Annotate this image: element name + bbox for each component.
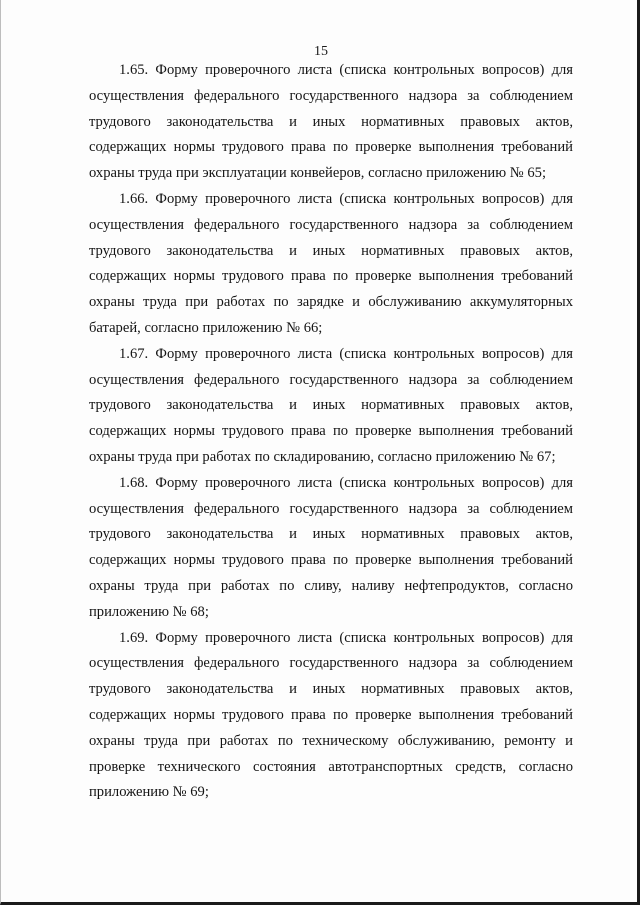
paragraph-1-66: 1.66. Форму проверочного листа (списка контрольных вопросов) для осуществления федерального государственного надзора за соблюдением трудового законодательства и иных нормативных правовых актов, содержащих нормы трудового права по проверке выполнения требований охраны труда при работах по зарядке и обслуживанию аккумуляторных батарей, согласно приложению № 66; (89, 190, 573, 336)
page-number: 15 (314, 44, 328, 59)
document-body (89, 58, 573, 806)
paragraph-1-65: 1.65. Форму проверочного листа (списка контрольных вопросов) для осуществления федерального государственного надзора за соблюдением трудового законодательства и иных нормативных правовых актов, содержащих нормы трудового права по проверке выполнения требований охраны труда при эксплуатации конвейеров, согласно приложению № 65; (89, 62, 573, 182)
paragraph-1-69: 1.69. Форму проверочного листа (списка контрольных вопросов) для осуществления федерального государственного надзора за соблюдением трудового законодательства и иных нормативных правовых актов, содержащих нормы трудового права по проверке выполнения требований охраны труда при работах по техническому обслуживанию, ремонту и проверке технического состояния автотранспортных средств, согласно приложению № 69; (89, 629, 573, 801)
paragraph-1-68: 1.68. Форму проверочного листа (списка контрольных вопросов) для осуществления федерального государственного надзора за соблюдением трудового законодательства и иных нормативных правовых актов, содержащих нормы трудового права по проверке выполнения требований охраны труда при работах по сливу, наливу нефтепродуктов, согласно приложению № 68; (89, 474, 573, 620)
paragraph-1-67: 1.67. Форму проверочного листа (списка контрольных вопросов) для осуществления федерального государственного надзора за соблюдением трудового законодательства и иных нормативных правовых актов, содержащих нормы трудового права по проверке выполнения требований охраны труда при работах по складированию, согласно приложению № 67; (89, 345, 573, 465)
